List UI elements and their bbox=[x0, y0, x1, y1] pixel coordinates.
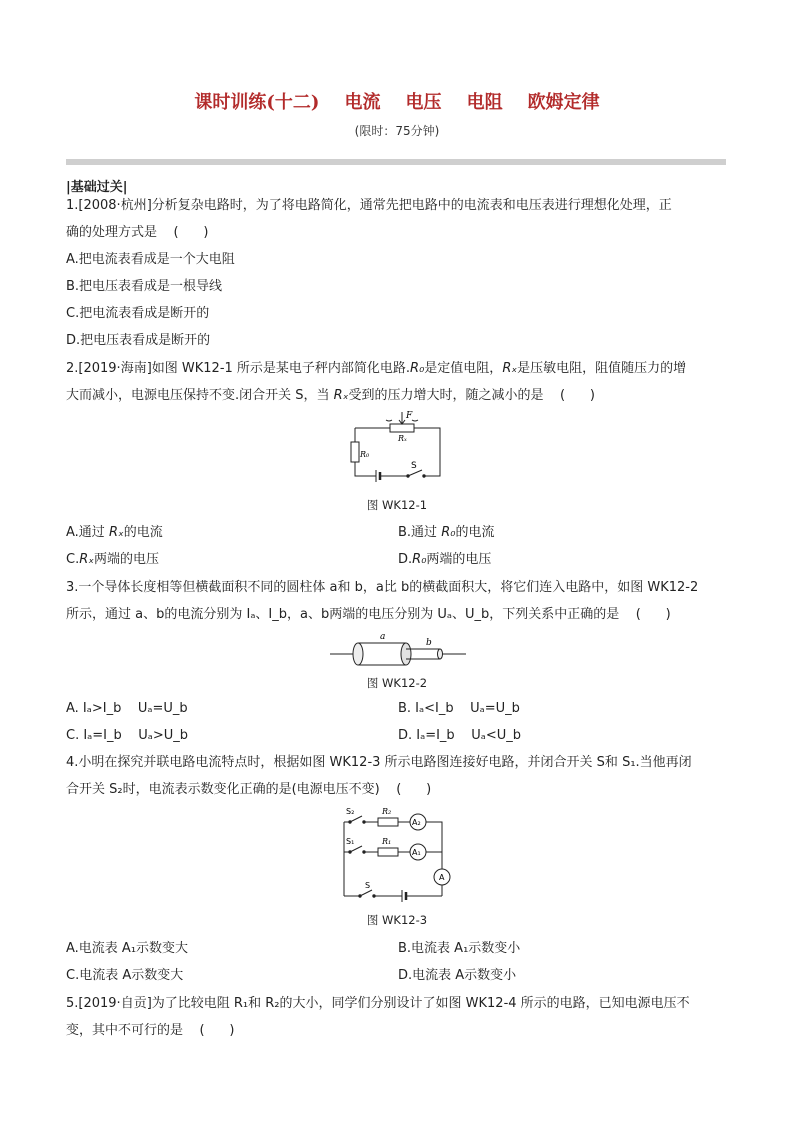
divider bbox=[66, 159, 726, 165]
svg-text:R₀: R₀ bbox=[360, 450, 370, 459]
q2-option-a: A.通过 Rₓ的电流 bbox=[66, 525, 163, 540]
q2-option-d: D.R₀两端的电压 bbox=[398, 552, 492, 567]
svg-text:A₂: A₂ bbox=[412, 818, 421, 827]
svg-text:F: F bbox=[406, 411, 413, 421]
q3-option-c: C. Iₐ=I_b Uₐ>U_b bbox=[66, 728, 189, 743]
q2-stem-line2: 大而减小，电源电压保持不变.闭合开关 S，当 Rₓ受到的压力增大时，随之减小的是 ( ) bbox=[66, 388, 595, 403]
svg-text:R₂: R₂ bbox=[382, 807, 392, 816]
svg-text:A: A bbox=[439, 873, 445, 882]
q2-option-b: B.通过 R₀的电流 bbox=[398, 525, 495, 540]
figure-caption-wk12-1: 图 WK12-1 bbox=[366, 498, 428, 512]
figure-caption-wk12-2: 图 WK12-2 bbox=[366, 676, 428, 690]
q1-option-b: B.把电压表看成是一根导线 bbox=[66, 279, 223, 294]
q1-option-c: C.把电流表看成是断开的 bbox=[66, 306, 210, 321]
q3-stem-line2: 所示，通过 a、b的电流分别为 Iₐ、I_b，a、b两端的电压分别为 Uₐ、U_b，下列关系中正确的是 ( ) bbox=[66, 607, 671, 622]
svg-text:S₂: S₂ bbox=[346, 807, 355, 816]
conductor-figure-wk12-2 bbox=[328, 629, 468, 669]
circuit-figure-wk12-3 bbox=[340, 802, 460, 906]
svg-text:S: S bbox=[411, 461, 417, 471]
q4-stem-line1: 4.小明在探究并联电路电流特点时，根据如图 WK12-3 所示电路图连接好电路，并闭合开关 S和 S₁.当他再闭 bbox=[66, 755, 692, 770]
svg-text:R₁: R₁ bbox=[382, 837, 392, 846]
q1-option-a: A.把电流表看成是一个大电阻 bbox=[66, 252, 235, 267]
q1-option-d: D.把电压表看成是断开的 bbox=[66, 333, 211, 348]
q1-stem-line2: 确的处理方式是 ( ) bbox=[66, 225, 209, 240]
page-title: 课时训练(十二) 电流 电压 电阻 欧姆定律 bbox=[194, 92, 600, 113]
svg-text:S: S bbox=[365, 881, 371, 890]
q3-option-b: B. Iₐ<I_b Uₐ=U_b bbox=[398, 701, 520, 716]
figure-caption-wk12-3: 图 WK12-3 bbox=[366, 913, 428, 927]
q1-stem-line1: 1.[2008·杭州]分析复杂电路时，为了将电路简化，通常先把电路中的电流表和电压表进行理想化处理，正 bbox=[66, 198, 672, 213]
q2-stem-line1: 2.[2019·海南]如图 WK12-1 所示是某电子秤内部简化电路.R₀是定值电阻，Rₓ是压敏电阻，阻值随压力的增 bbox=[66, 361, 687, 376]
q4-option-c: C.电流表 A示数变大 bbox=[66, 968, 184, 983]
q3-stem-line1: 3.一个导体长度相等但横截面积不同的圆柱体 a和 b，a比 b的横截面积大，将它们连入电路中，如图 WK12-2 bbox=[66, 580, 699, 595]
circuit-figure-wk12-1 bbox=[340, 408, 450, 490]
section-heading: |基础过关| bbox=[66, 180, 128, 195]
q4-option-a: A.电流表 A₁示数变大 bbox=[66, 941, 189, 956]
svg-text:A₁: A₁ bbox=[412, 848, 421, 857]
svg-text:Rₓ: Rₓ bbox=[398, 434, 407, 443]
time-limit: (限时：75分钟) bbox=[354, 124, 440, 138]
q5-stem-line1: 5.[2019·自贡]为了比较电阻 R₁和 R₂的大小，同学们分别设计了如图 WK12-4 所示的电路，已知电源电压不 bbox=[66, 996, 690, 1011]
q2-option-c: C.Rₓ两端的电压 bbox=[66, 552, 160, 567]
svg-text:b: b bbox=[426, 638, 432, 648]
q4-stem-line2: 合开关 S₂时，电流表示数变化正确的是(电源电压不变) ( ) bbox=[66, 782, 432, 797]
q3-option-d: D. Iₐ=I_b Uₐ<U_b bbox=[398, 728, 521, 743]
q5-stem-line2: 变，其中不可行的是 ( ) bbox=[66, 1023, 235, 1038]
svg-text:S₁: S₁ bbox=[346, 837, 355, 846]
svg-text:a: a bbox=[380, 632, 386, 642]
q4-option-b: B.电流表 A₁示数变小 bbox=[398, 941, 521, 956]
q3-option-a: A. Iₐ>I_b Uₐ=U_b bbox=[66, 701, 188, 716]
q4-option-d: D.电流表 A示数变小 bbox=[398, 968, 517, 983]
